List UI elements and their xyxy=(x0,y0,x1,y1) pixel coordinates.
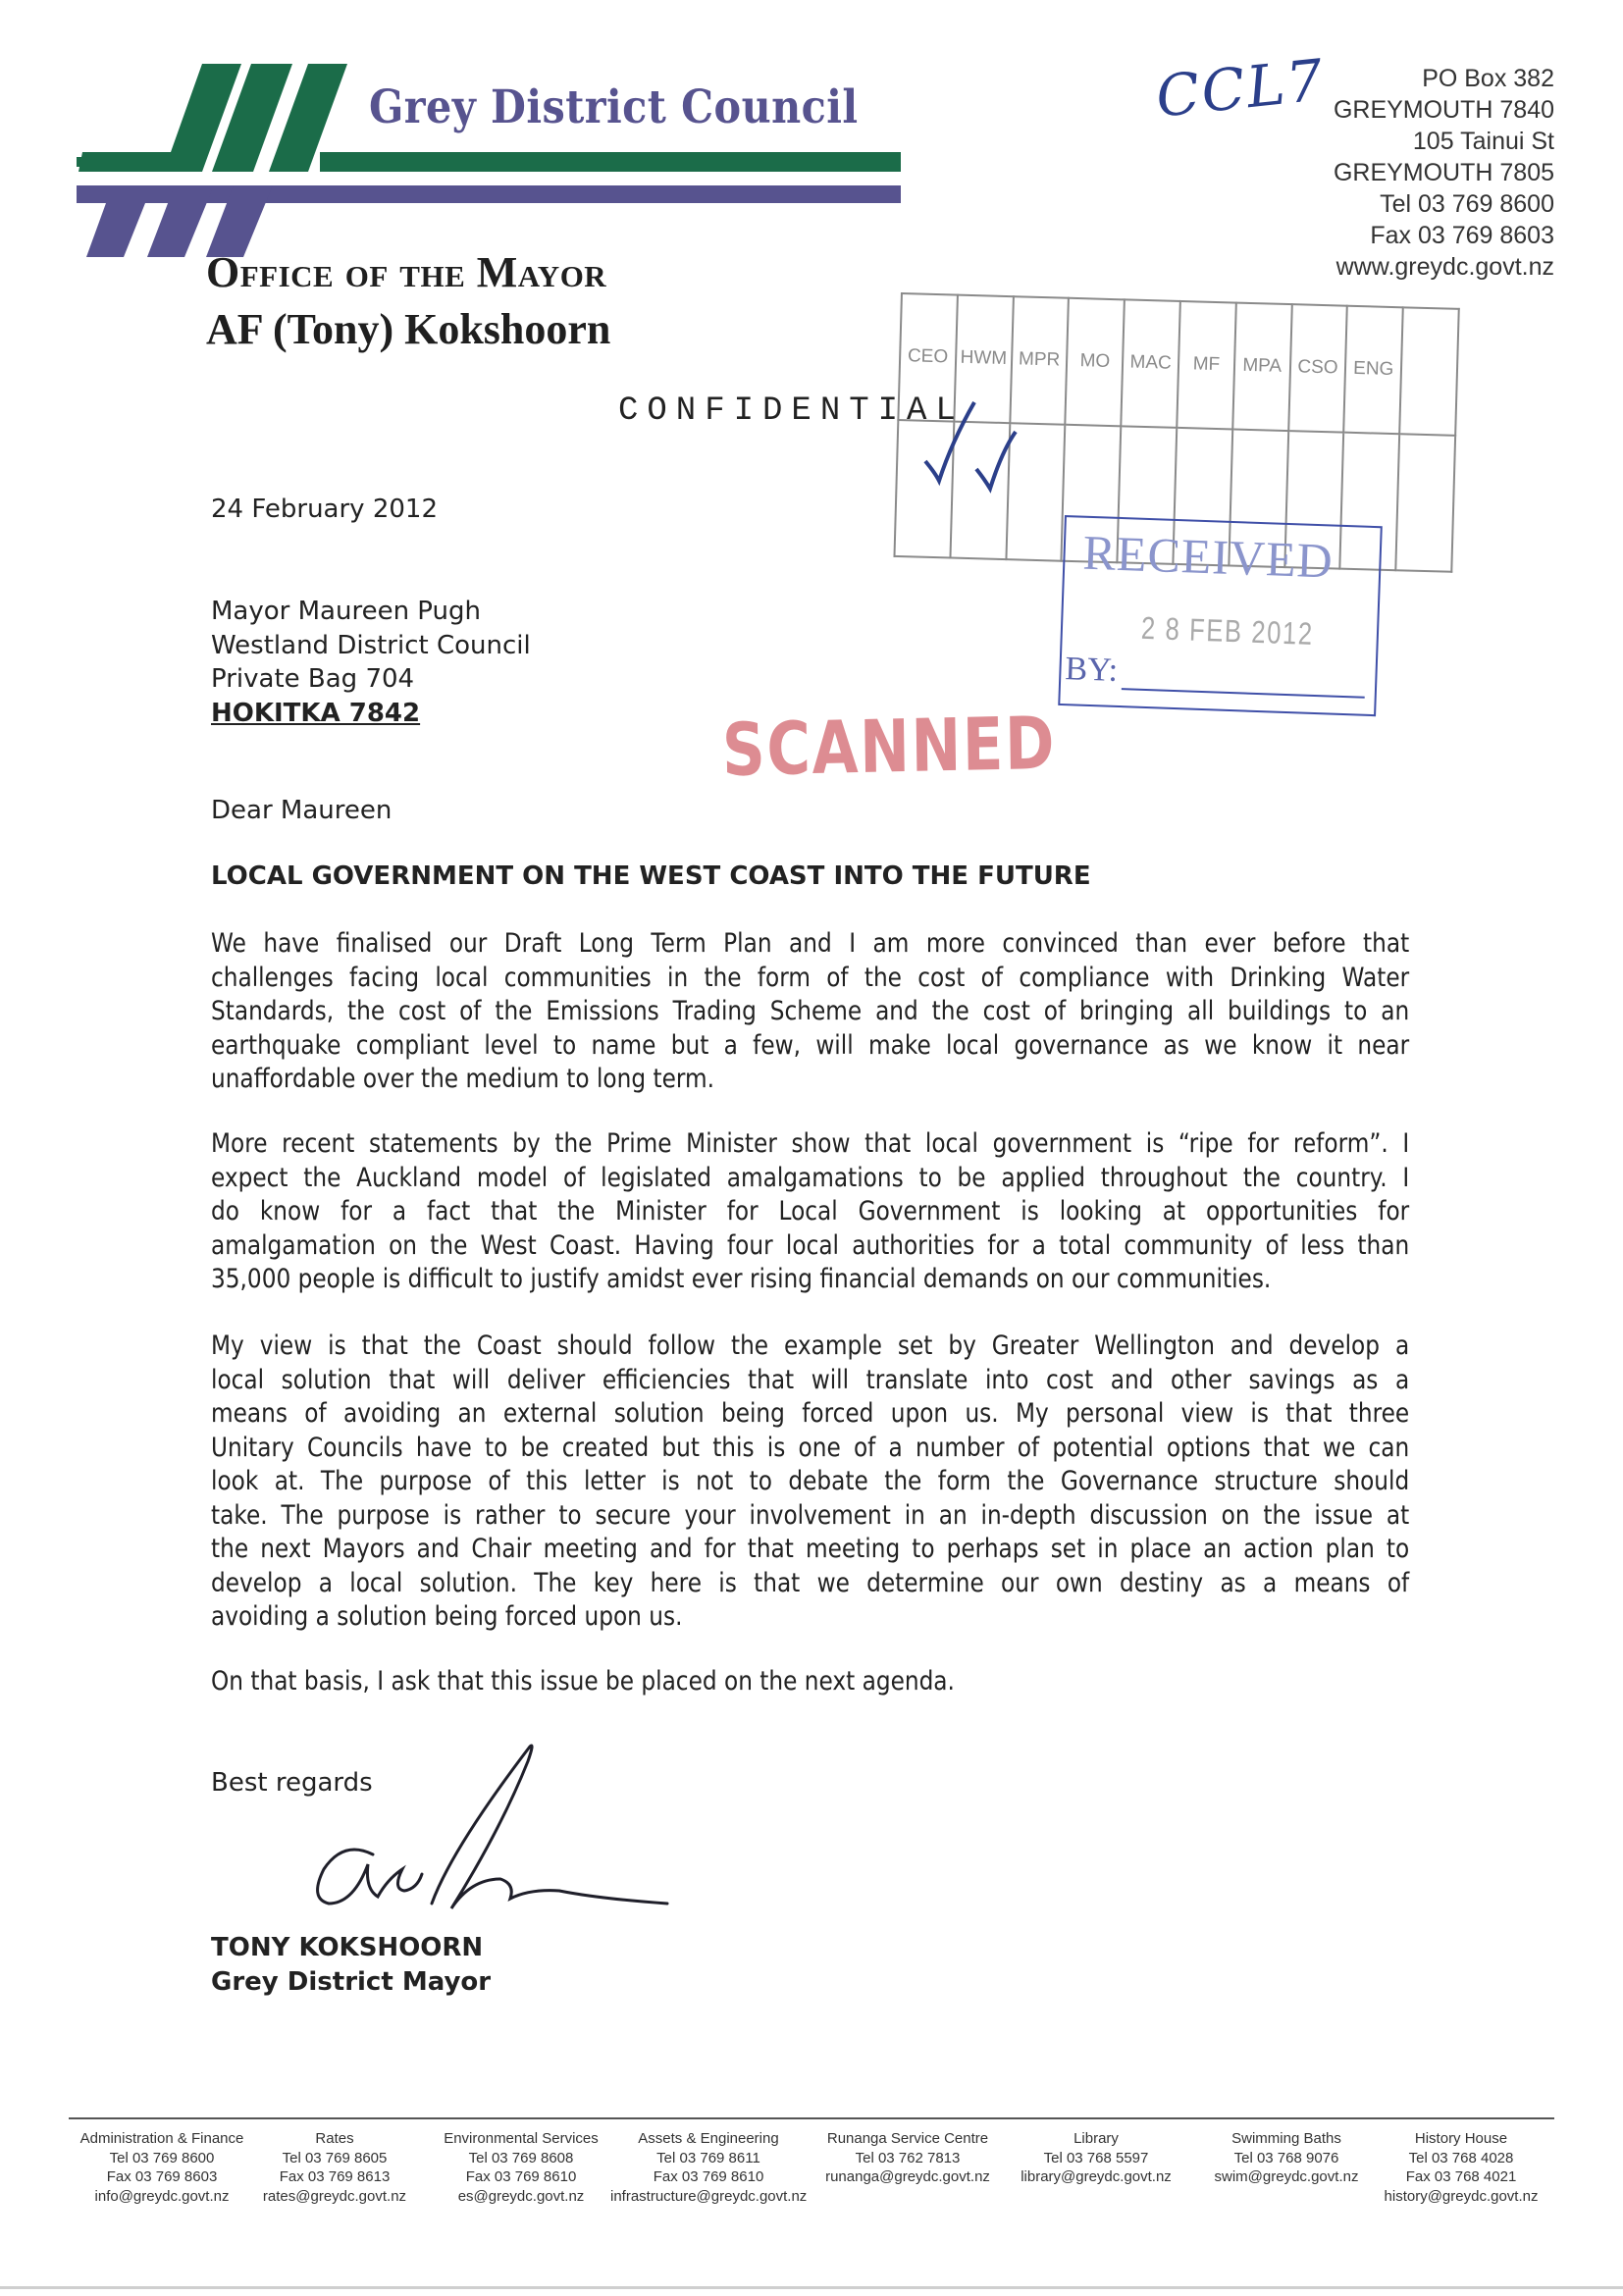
text-line: unaffordable over the medium to long term. xyxy=(211,1064,715,1094)
text-line: My view is that the Coast should follow the example set by Greater Wellington and develop a xyxy=(211,1331,1410,1361)
footer-email[interactable]: infrastructure@greydc.govt.nz xyxy=(610,2187,808,2205)
text-line: 35,000 people is difficult to justify amidst ever rising financial demands on our communities. xyxy=(211,1264,1272,1294)
routing-cell: MAC xyxy=(1121,299,1179,427)
footer-line: Tel 03 769 8611 xyxy=(656,2149,760,2166)
footer-email[interactable]: es@greydc.govt.nz xyxy=(457,2187,585,2205)
text-line: means of avoiding an external solution being forced upon us. My personal view is that three xyxy=(211,1398,1410,1429)
text-line: look at. The purpose of this letter is not to debate the form the Governance structure should xyxy=(211,1466,1410,1496)
routing-cell: MPR xyxy=(1010,296,1069,424)
footer-line: Tel 03 768 9076 xyxy=(1233,2149,1339,2166)
confidential-label: CONFIDENTIAL xyxy=(618,392,965,430)
address-line: GREYMOUTH 7840 xyxy=(1333,96,1554,124)
footer-line: Tel 03 762 7813 xyxy=(855,2149,961,2166)
footer-dept: Environmental Services xyxy=(444,2130,599,2147)
recipient-line: Private Bag 704 xyxy=(211,664,415,694)
footer-email[interactable]: history@greydc.govt.nz xyxy=(1384,2187,1539,2205)
letter-subject: LOCAL GOVERNMENT ON THE WEST COAST INTO THE FUTURE xyxy=(211,861,1091,891)
paragraph xyxy=(211,1127,1409,1297)
footer-dept: Swimming Baths xyxy=(1231,2130,1341,2147)
text-line: Unitary Councils have to be created but this is one of a number of potential options that we can xyxy=(211,1432,1410,1463)
checkmark-icon xyxy=(976,432,1016,489)
organization-name: Grey District Council xyxy=(369,80,859,134)
text-line: challenges facing local communities in the form of the cost of compliance with Drinking Water xyxy=(211,962,1410,993)
text-line: do know for a fact that the Minister for Local Government is looking at opportunities for xyxy=(211,1196,1410,1226)
footer-line: Fax 03 769 8610 xyxy=(465,2168,577,2185)
routing-cell: MO xyxy=(1066,298,1125,426)
website-link[interactable]: www.greydc.govt.nz xyxy=(1335,253,1554,281)
office-title: Office of the Mayor xyxy=(206,248,607,296)
recipient-line: HOKITKA 7842 xyxy=(211,698,421,728)
signatory-name: TONY KOKSHOORN xyxy=(211,1933,484,1962)
received-by-line xyxy=(1122,688,1365,699)
text-line: take. The purpose is rather to secure your involvement in an in-depth discussion on the issue at xyxy=(211,1499,1410,1531)
footer-dept: Library xyxy=(1073,2130,1119,2147)
routing-cell xyxy=(1399,307,1458,435)
address-line: GREYMOUTH 7805 xyxy=(1333,159,1554,186)
address-line: Tel 03 769 8600 xyxy=(1380,190,1554,218)
footer-contact-library xyxy=(998,2129,1194,2187)
footer-contact-assets xyxy=(610,2129,807,2206)
routing-cell: CSO xyxy=(1288,304,1347,432)
routing-cell: MF xyxy=(1177,301,1235,429)
letter-date: 24 February 2012 xyxy=(211,495,438,524)
text-line: amalgamation on the West Coast. Having four local authorities for a total community of less than xyxy=(211,1229,1410,1261)
footer-dept: Administration & Finance xyxy=(79,2130,244,2147)
text-line: the next Mayors and Chair meeting and for that meeting to perhaps set in place an action plan to xyxy=(211,1534,1410,1564)
footer-line: Fax 03 768 4021 xyxy=(1405,2168,1517,2185)
footer-contact-swimming xyxy=(1188,2129,1385,2187)
text-line: earthquake compliant level to name but a few, will make local governance as we know it near xyxy=(211,1029,1410,1061)
paragraph xyxy=(211,927,1409,1097)
received-date: 2 8 FEB 2012 xyxy=(1140,609,1315,652)
text-line: develop a local solution. The key here is that we determine our own destiny as a means of xyxy=(211,1567,1410,1598)
routing-cell: HWM xyxy=(954,295,1013,423)
footer-dept: Runanga Service Centre xyxy=(826,2130,989,2147)
text-line: On that basis, I ask that this issue be placed on the next agenda. xyxy=(211,1666,955,1696)
footer-line: Fax 03 769 8610 xyxy=(653,2168,764,2185)
text-line: More recent statements by the Prime Minister show that local government is “ripe for reform”. I xyxy=(211,1128,1410,1159)
paragraph xyxy=(211,1330,1409,1635)
address-line: 105 Tainui St xyxy=(1412,128,1554,155)
address-line: PO Box 382 xyxy=(1422,65,1554,92)
closing: Best regards xyxy=(211,1768,373,1798)
text-line: avoiding a solution being forced upon us. xyxy=(211,1601,683,1632)
received-stamp xyxy=(1058,515,1383,716)
signatory-title: Grey District Mayor xyxy=(211,1967,492,1997)
scanned-stamp: SCANNED xyxy=(721,701,1057,793)
text-line: We have finalised our Draft Long Term Plan and I am more convinced than ever before that xyxy=(211,928,1410,959)
footer-dept: History House xyxy=(1414,2130,1508,2147)
routing-cell: MPA xyxy=(1232,303,1291,431)
recipient-line: Mayor Maureen Pugh xyxy=(211,597,481,626)
footer-contact-rates xyxy=(236,2129,433,2206)
signature xyxy=(304,1742,677,1923)
salutation: Dear Maureen xyxy=(211,796,393,825)
footer-email[interactable]: library@greydc.govt.nz xyxy=(1021,2168,1172,2185)
footer-dept: Assets & Engineering xyxy=(638,2130,779,2147)
mayor-name: AF (Tony) Kokshoorn xyxy=(206,305,611,353)
text-line: Standards, the cost of the Emissions Trading Scheme and the cost of bringing all buildings to an xyxy=(211,996,1410,1026)
footer-email[interactable]: swim@greydc.govt.nz xyxy=(1214,2168,1359,2185)
footer-contact-environmental xyxy=(423,2129,619,2206)
footer-line: Tel 03 768 4028 xyxy=(1408,2149,1514,2166)
footer-line: Tel 03 769 8605 xyxy=(282,2149,388,2166)
text-line: expect the Auckland model of legislated amalgamations to be applied throughout the country. I xyxy=(211,1162,1410,1193)
received-title: RECEIVED xyxy=(1081,524,1335,589)
footer-line: Tel 03 768 5597 xyxy=(1043,2149,1149,2166)
footer-divider xyxy=(69,2117,1554,2119)
handwritten-reference: CCL7 xyxy=(1152,46,1329,130)
footer-line: Tel 03 769 8600 xyxy=(109,2149,215,2166)
footer-email[interactable]: rates@greydc.govt.nz xyxy=(262,2187,407,2205)
council-address xyxy=(1334,63,1554,283)
recipient-line: Westland District Council xyxy=(211,630,531,660)
checkmark-icon xyxy=(925,402,974,481)
checkmark-icons xyxy=(917,392,1035,500)
routing-cell: ENG xyxy=(1344,306,1403,434)
footer-line: Tel 03 769 8608 xyxy=(468,2149,574,2166)
footer-contact-runanga xyxy=(810,2129,1006,2187)
scan-edge xyxy=(0,2286,1623,2289)
paragraph xyxy=(211,1665,1409,1699)
footer-dept: Rates xyxy=(315,2130,354,2147)
text-line: local solution that will deliver efficiencies that will translate into cost and other savings as a xyxy=(211,1364,1410,1395)
address-line: Fax 03 769 8603 xyxy=(1370,222,1554,249)
footer-contact-admin xyxy=(64,2129,260,2206)
footer-email[interactable]: runanga@greydc.govt.nz xyxy=(825,2168,990,2185)
footer-line: Fax 03 769 8603 xyxy=(106,2168,218,2185)
recipient-address xyxy=(211,595,531,730)
footer-email[interactable]: info@greydc.govt.nz xyxy=(94,2187,230,2205)
footer-contact-history xyxy=(1363,2129,1559,2206)
routing-cell: CEO xyxy=(898,293,957,421)
footer-line: Fax 03 769 8613 xyxy=(279,2168,391,2185)
received-by-label: BY: xyxy=(1064,651,1119,689)
